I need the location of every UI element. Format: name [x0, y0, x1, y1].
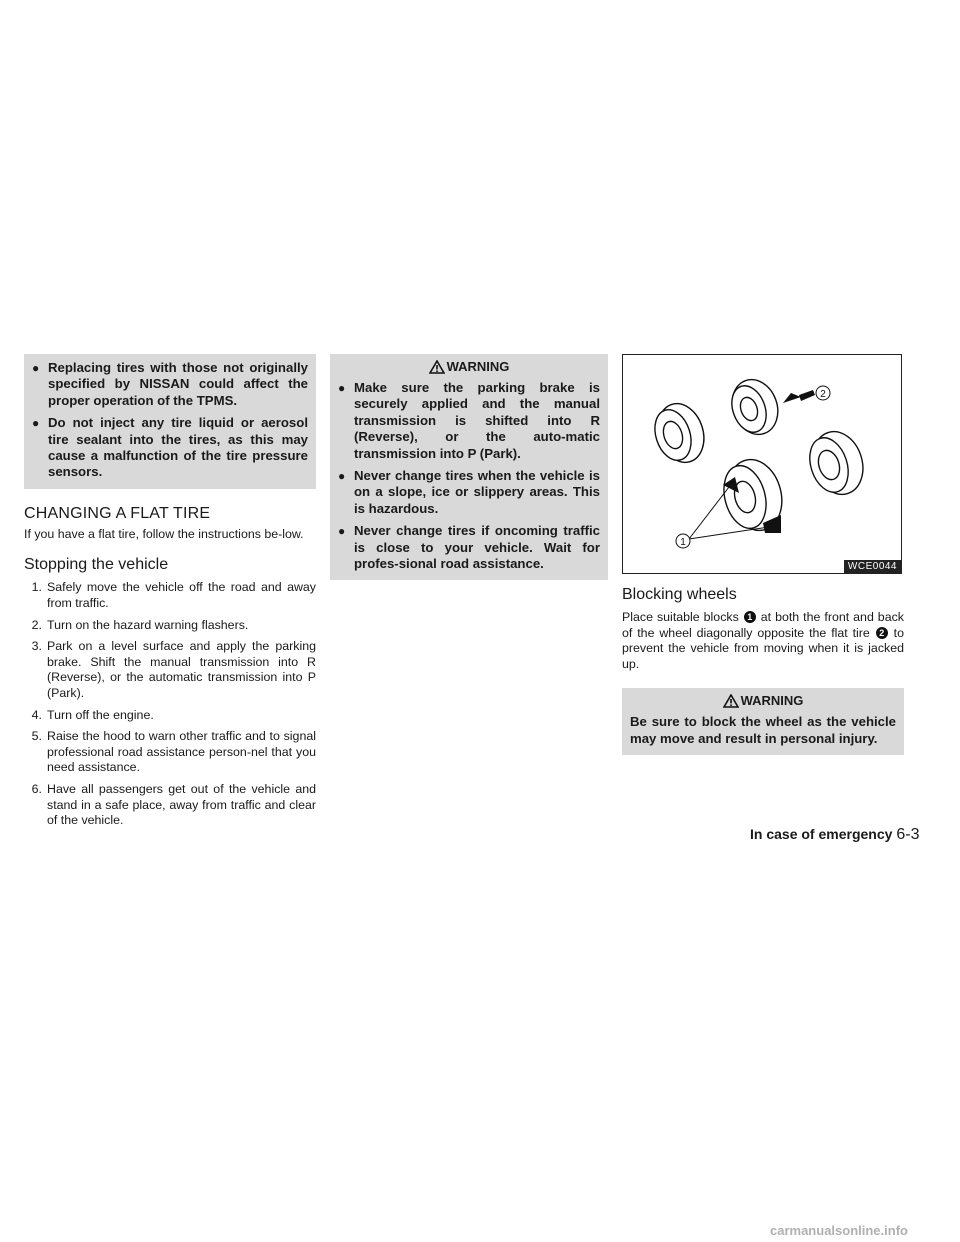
- bullet-marker: ●: [338, 524, 346, 539]
- section-name: In case of emergency: [750, 826, 893, 842]
- warning-bullet: ● Make sure the parking brake is securely applied and the manual transmission is shifted into R (Reverse), or the auto-matic transmission into P (Park).: [338, 380, 600, 461]
- warning-text: Be sure to block the wheel as the vehicle may move and result in personal injury.: [630, 714, 896, 746]
- list-item: 6. Have all passengers get out of the vehicle and stand in a safe place, away from traffic and clear of the vehicle.: [31, 781, 316, 828]
- warning-header: [630, 693, 896, 714]
- warning-bullet: ● Never change tires when the vehicle is on a slope, ice or slippery areas. This is hazardous.: [338, 468, 600, 516]
- wheel-blocking-illustration: [622, 354, 902, 574]
- warning-icon: [723, 694, 739, 708]
- caution-box: [24, 354, 316, 489]
- callout-2: 2: [820, 389, 826, 400]
- steps-list: [24, 580, 316, 828]
- list-item: 3. Park on a level surface and apply the parking brake. Shift the manual transmission into R (Reverse), or the automatic transmission into P (Park).: [31, 639, 316, 700]
- caution-bullet: ● Do not inject any tire liquid or aerosol tire sealant into the tires, as this may cause a malfunction of the tire pressure sensors.: [32, 415, 308, 480]
- list-item: 1. Safely move the vehicle off the road and away from traffic.: [31, 580, 316, 611]
- tires-diagram: [623, 355, 901, 573]
- column-middle: [330, 354, 608, 580]
- section-heading: CHANGING A FLAT TIRE: [24, 504, 211, 522]
- watermark: carmanualsonline.info: [770, 1223, 908, 1238]
- marker-1: 1: [744, 611, 756, 623]
- callout-1: 1: [680, 537, 686, 548]
- bullet-marker: ●: [32, 361, 40, 375]
- bullet-marker: ●: [338, 381, 346, 395]
- list-item: 5. Raise the hood to warn other traffic and to signal professional road assistance person-nel that you need assistance.: [31, 729, 316, 775]
- caution-bullet: ● Replacing tires with those not originally specified by NISSAN could affect the proper operation of the TPMS.: [32, 360, 308, 408]
- figure-code: WCE0044: [844, 560, 901, 573]
- page-footer: [750, 826, 920, 844]
- bullet-marker: ●: [32, 416, 40, 431]
- list-item: 2. Turn on the hazard warning flashers.: [31, 617, 249, 632]
- warning-header: [338, 359, 600, 380]
- subheading-stopping: Stopping the vehicle: [24, 556, 169, 574]
- warning-title: WARNING: [446, 359, 510, 374]
- blocking-paragraph: Place suitable blocks 1 at both the front and back of the wheel diagonally opposite the flat tire 2 to prevent the vehicle from moving when it is jacked up.: [622, 610, 904, 671]
- warning-icon: [429, 360, 445, 374]
- bullet-marker: ●: [338, 469, 346, 484]
- subheading-blocking: Blocking wheels: [622, 586, 737, 603]
- warning-box: [330, 354, 608, 580]
- warning-title: WARNING: [740, 693, 804, 709]
- column-left: [24, 354, 316, 835]
- list-item: 4. Turn off the engine.: [31, 707, 154, 722]
- page-number: 6-3: [896, 826, 920, 843]
- marker-2: 2: [876, 627, 888, 639]
- warning-bullet: ● Never change tires if oncoming traffic is close to your vehicle. Wait for profes-sional road assistance.: [338, 523, 600, 572]
- warning-box-blocking: [622, 688, 904, 755]
- intro-paragraph: If you have a flat tire, follow the instructions be-low.: [24, 526, 304, 541]
- column-right: [622, 354, 904, 755]
